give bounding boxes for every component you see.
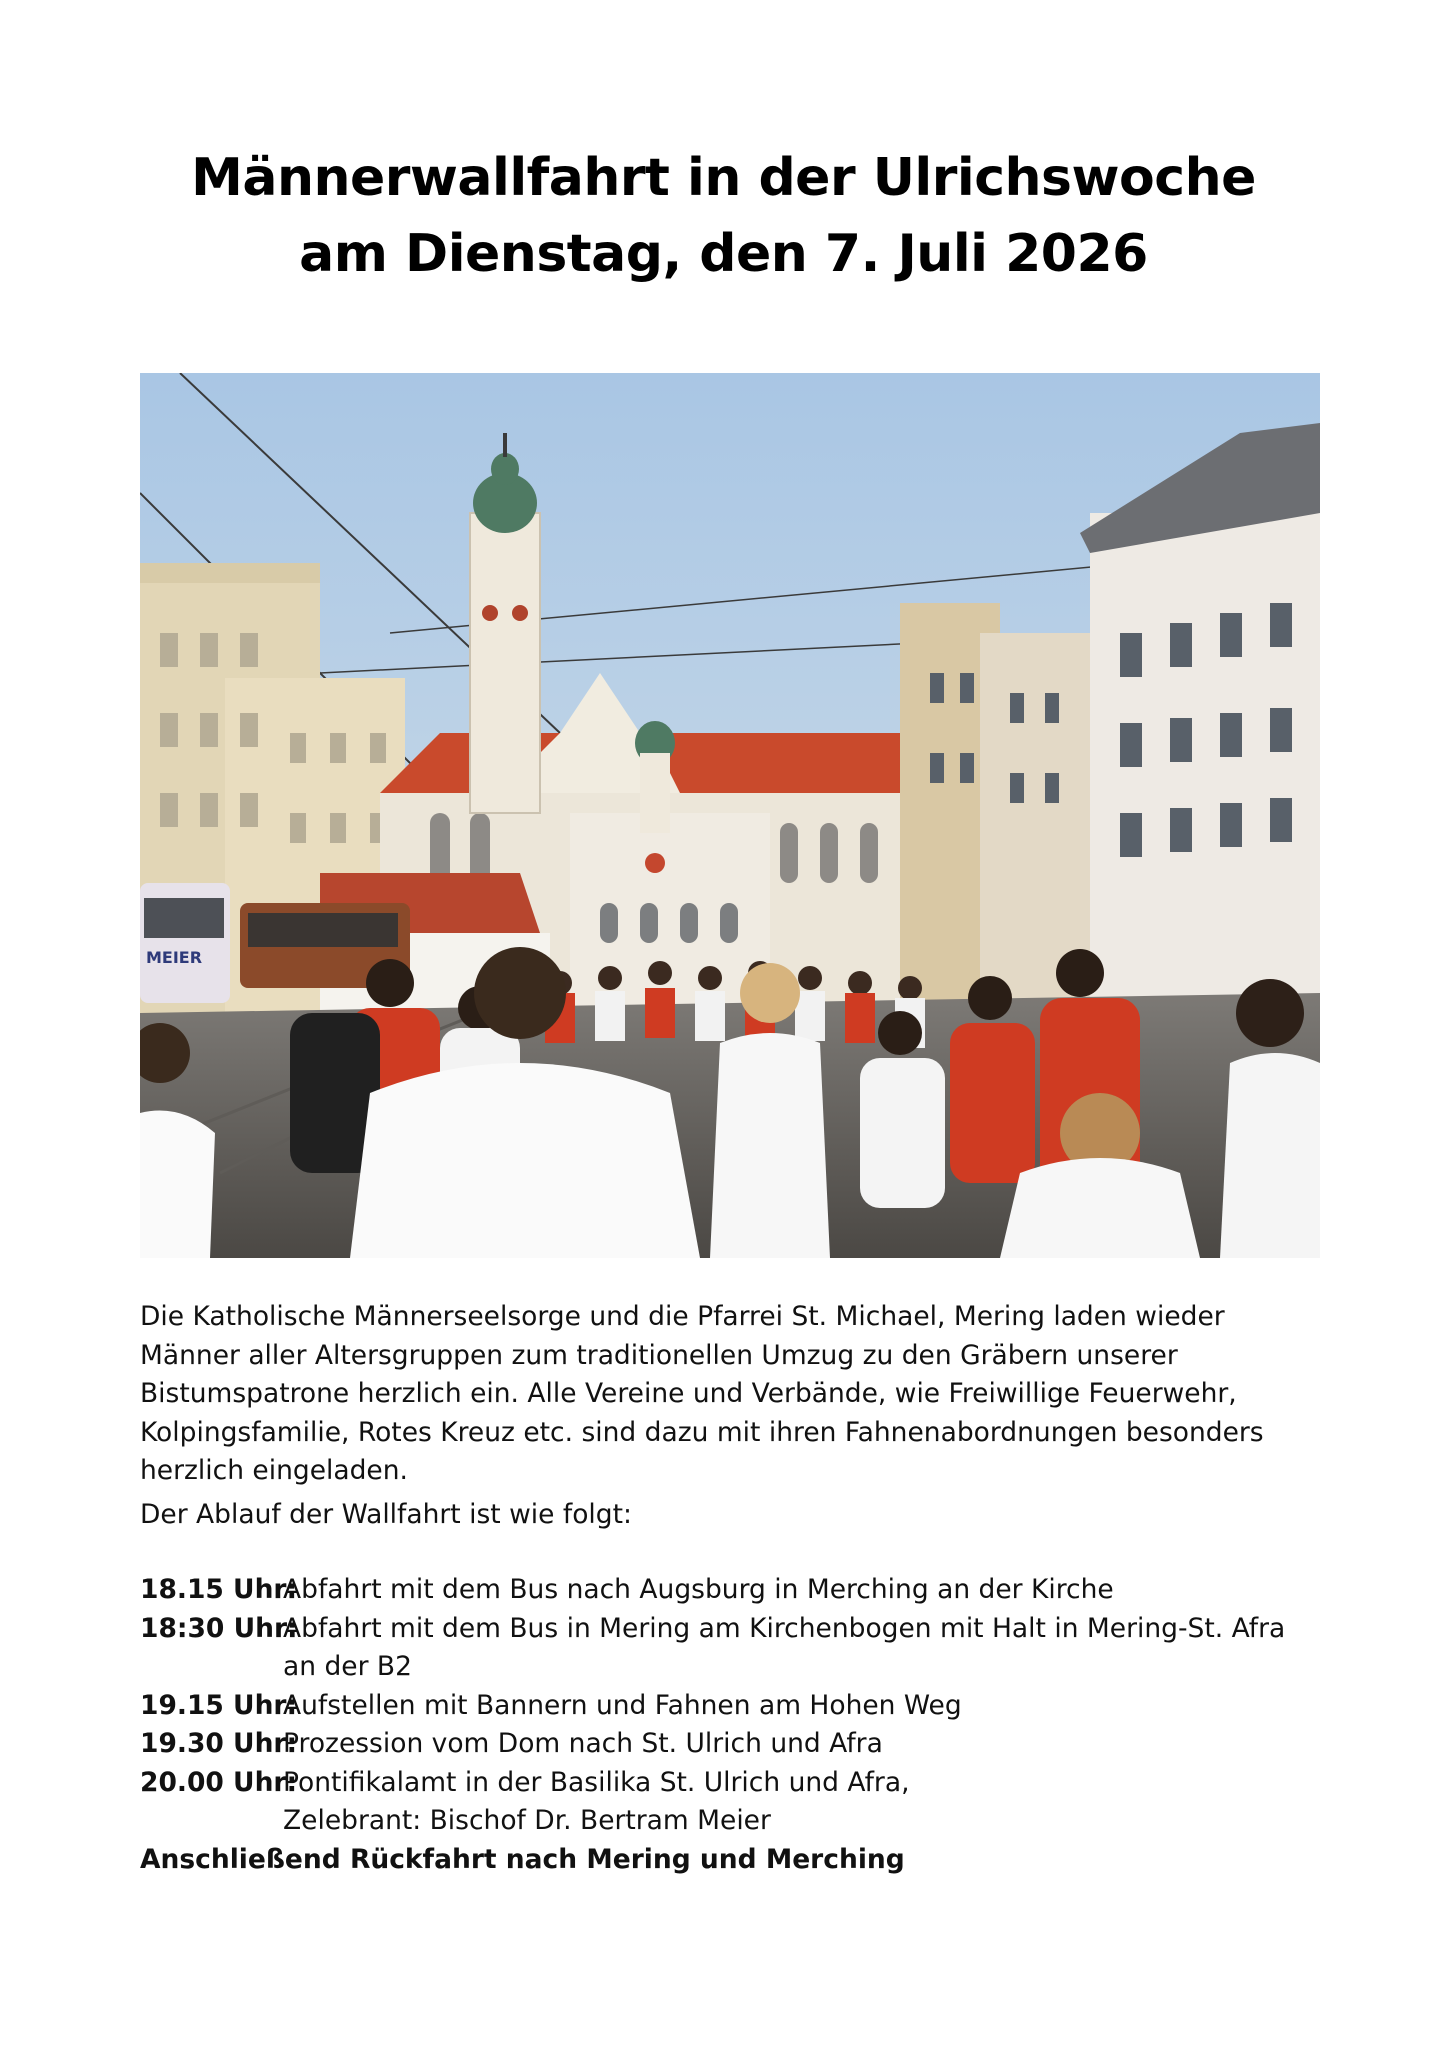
schedule-time: 18.15 Uhr: — [140, 1574, 298, 1605]
schedule-time: 20.00 Uhr: — [140, 1766, 298, 1798]
schedule-list — [140, 1571, 1320, 1879]
schedule-text: Aufstellen mit Bannern und Fahnen am Hohen Weg — [283, 1689, 962, 1721]
schedule-item — [140, 1687, 1320, 1726]
schedule-item — [140, 1725, 1320, 1764]
page-title — [0, 140, 1447, 292]
schedule-lead: Der Ablauf der Wallfahrt ist wie folgt: — [140, 1499, 632, 1530]
closing-line: Anschließend Rückfahrt nach Mering und Merching — [140, 1843, 905, 1875]
procession-photo — [140, 373, 1320, 1258]
schedule-item — [140, 1764, 1320, 1841]
bus-sign-text: MEIER — [146, 948, 203, 967]
schedule-item — [140, 1610, 1320, 1687]
schedule-time: 19.15 Uhr: — [140, 1689, 298, 1721]
schedule-text: Pontifikalamt in der Basilika St. Ulrich und Afra, — [283, 1766, 910, 1798]
schedule-item — [140, 1571, 1320, 1610]
schedule-time: 19.30 Uhr: — [140, 1728, 298, 1759]
title-line-1: Männerwallfahrt in der Ulrichswoche — [191, 148, 1256, 208]
schedule-text: Abfahrt mit dem Bus in Mering am Kirchenbogen mit Halt in Mering-St. Afra an der B2 — [283, 1612, 1286, 1682]
schedule-text: Prozession vom Dom nach St. Ulrich und Afra — [283, 1728, 883, 1759]
title-line-2: am Dienstag, den 7. Juli 2026 — [299, 224, 1148, 284]
schedule-time: 18:30 Uhr: — [140, 1612, 298, 1644]
procession-photo-illustration — [140, 373, 1320, 1258]
intro-paragraph: Die Katholische Männerseelsorge und die Pfarrei St. Michael, Mering laden wieder Männer aller Altersgruppen zum traditionellen Umzug zu den Gräbern unserer Bistumspatrone herzlich ein. Alle Vereine und Verbände, wie Freiwillige Feuerwehr, Kolpingsfamilie, Rotes Kreuz etc. sind dazu mit ihren Fahnenabordnungen besonders herzlich eingeladen. — [140, 1301, 1264, 1486]
schedule-text: Abfahrt mit dem Bus nach Augsburg in Merching an der Kirche — [283, 1574, 1114, 1605]
schedule-text-continued: Zelebrant: Bischof Dr. Bertram Meier — [283, 1805, 771, 1836]
schedule-text-block — [283, 1764, 1320, 1841]
